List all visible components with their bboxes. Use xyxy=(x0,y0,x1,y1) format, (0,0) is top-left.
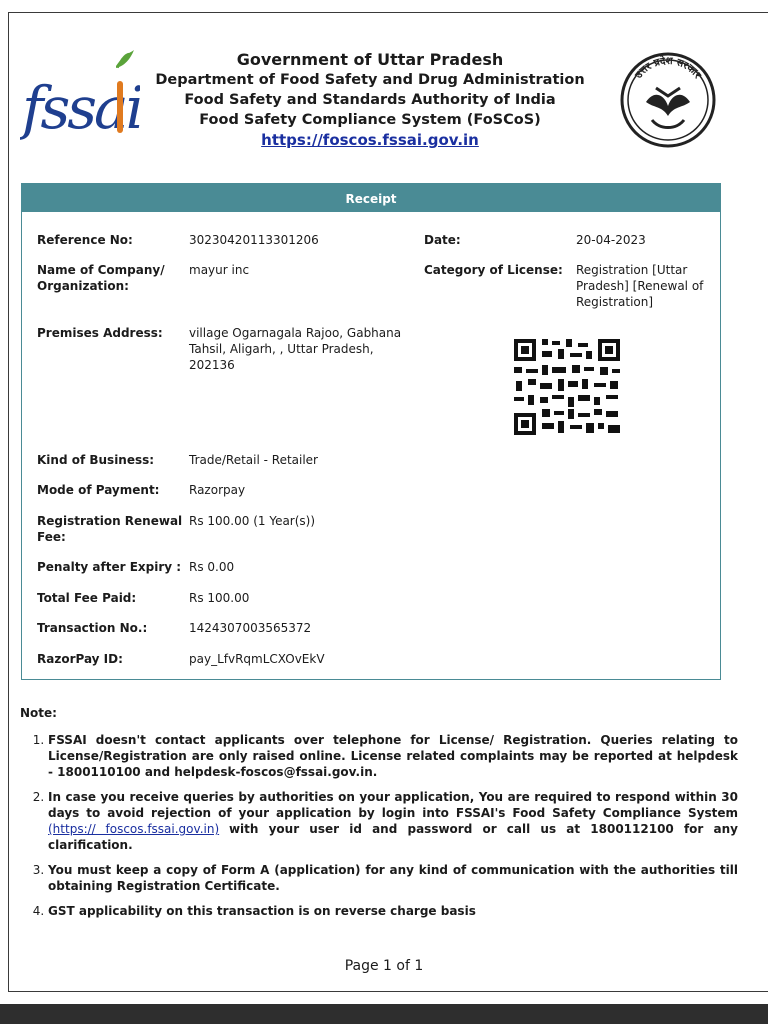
business-value: Trade/Retail - Retailer xyxy=(189,453,318,467)
total-value: Rs 100.00 xyxy=(189,591,250,605)
foscos-link[interactable]: (https:// foscos.fssai.gov.in) xyxy=(48,822,220,836)
company-label: Name of Company/ Organization: xyxy=(37,263,165,293)
page-number: Page 1 of 1 xyxy=(344,958,424,974)
payment-label: Mode of Payment: xyxy=(37,483,160,497)
date-label: Date: xyxy=(424,233,461,247)
razorpay-label: RazorPay ID: xyxy=(37,652,123,666)
document-header xyxy=(155,50,585,150)
category-value: Registration [Uttar Pradesh] [Renewal of Registration] xyxy=(576,263,704,309)
bottom-bar xyxy=(0,1004,768,1024)
receipt-box xyxy=(21,183,721,680)
category-label: Category of License: xyxy=(424,263,563,277)
svg-text:उत्तर प्रदेश सरकार xyxy=(633,54,703,82)
fee-value: Rs 100.00 (1 Year(s)) xyxy=(189,514,316,528)
note-title: Note: xyxy=(20,706,57,720)
note-item-2-text: In case you receive queries by authorities on your application, You are required to respond within 30 days to avoid rejection of your application by login into FSSAI's Food Safety Compliance System xyxy=(48,790,738,820)
address-value: village Ogarnagala Rajoo, Gabhana Tahsil, Aligarh, , Uttar Pradesh, 202136 xyxy=(189,326,402,372)
header-system: Food Safety Compliance System (FoSCoS) xyxy=(199,112,541,128)
note-item-3-text: You must keep a copy of Form A (application) for any kind of communication with the authorities till obtaining Registration Certificate. xyxy=(48,863,738,893)
transaction-label: Transaction No.: xyxy=(37,621,148,635)
header-url-link[interactable]: https://foscos.fssai.gov.in xyxy=(261,131,479,149)
total-label: Total Fee Paid: xyxy=(37,591,137,605)
company-value: mayur inc xyxy=(189,263,250,277)
note-item-4-text: GST applicability on this transaction is on reverse charge basis xyxy=(48,904,476,918)
transaction-value: 1424307003565372 xyxy=(189,621,312,635)
payment-value: Razorpay xyxy=(189,483,246,497)
emblem-text: उत्तर प्रदेश सरकार xyxy=(633,55,703,81)
razorpay-value: pay_LfvRqmLCXOvEkV xyxy=(189,652,325,666)
note-item-1-text: FSSAI doesn't contact applicants over telephone for License/ Registration. Queries relating to License/Registration are only raised online. License related complaints may be reported at helpdesk - 1800110100 and helpdesk-foscos@fssai.gov.in. xyxy=(48,733,738,779)
fee-label: Registration Renewal Fee: xyxy=(37,514,183,544)
header-authority: Food Safety and Standards Authority of India xyxy=(184,92,556,108)
receipt-title: Receipt xyxy=(22,184,720,212)
penalty-value: Rs 0.00 xyxy=(189,560,235,574)
penalty-label: Penalty after Expiry : xyxy=(37,560,182,574)
note-item xyxy=(48,862,738,894)
up-emblem-seal xyxy=(616,50,720,150)
note-item xyxy=(48,732,738,780)
note-item-2-text-end: with your user id and password or call us at 1800112100 for any clarification. xyxy=(48,822,738,852)
reference-value: 30230420113301206 xyxy=(189,233,319,247)
fssai-logo xyxy=(20,44,140,144)
date-value: 20-04-2023 xyxy=(576,233,646,247)
notes-list xyxy=(30,732,738,928)
reference-label: Reference No: xyxy=(37,233,133,247)
header-department: Department of Food Safety and Drug Administration xyxy=(155,72,585,88)
note-item xyxy=(48,789,738,853)
fssai-logo-text: fssai xyxy=(22,74,140,142)
address-label: Premises Address: xyxy=(37,326,163,340)
note-item xyxy=(48,903,738,919)
qr-code-image xyxy=(512,337,622,437)
header-government: Government of Uttar Pradesh xyxy=(236,50,504,69)
business-label: Kind of Business: xyxy=(37,453,155,467)
